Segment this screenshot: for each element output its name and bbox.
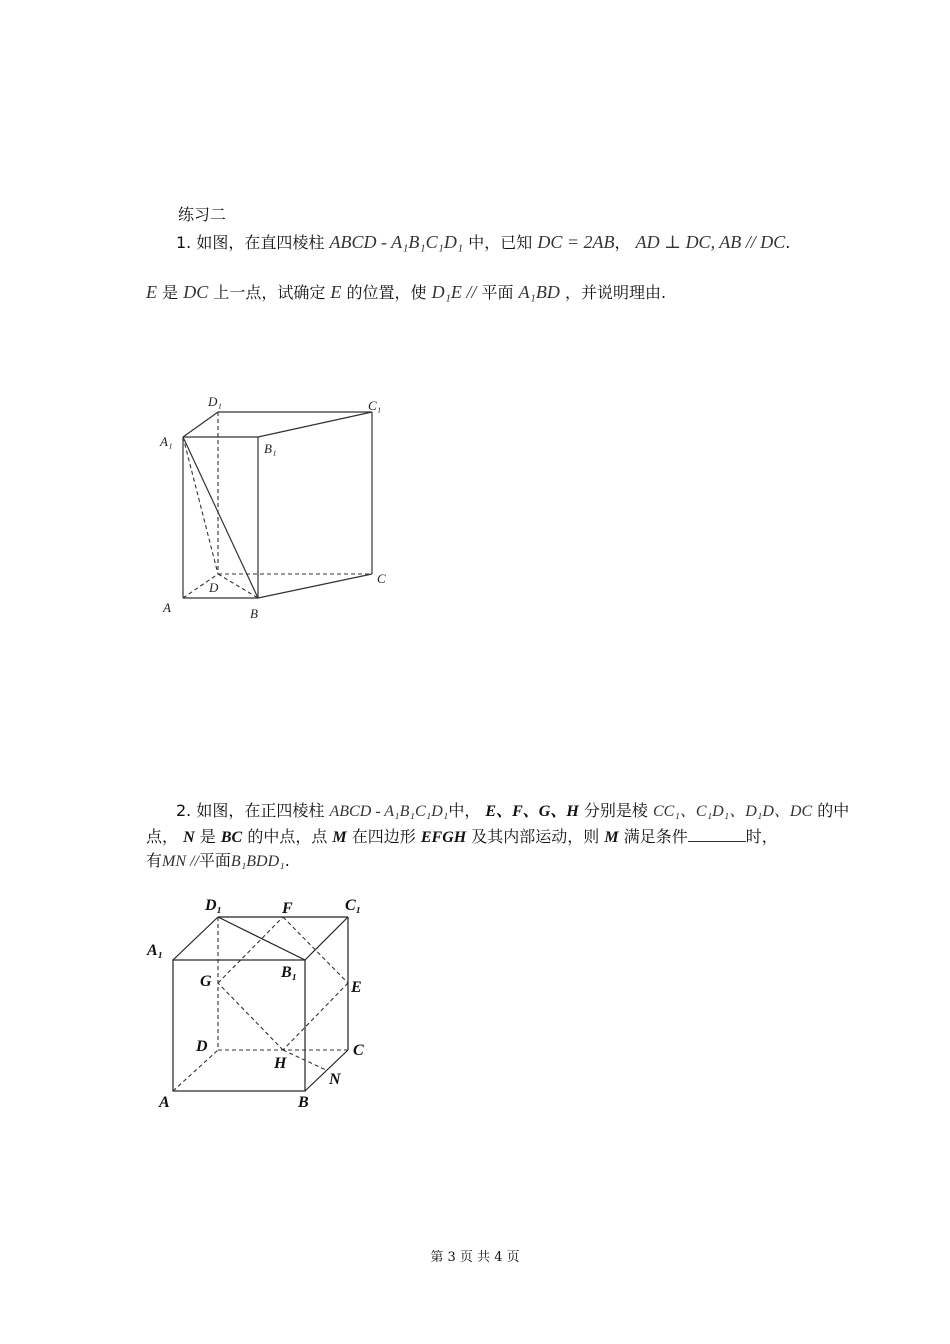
question-2-line-2 xyxy=(146,824,778,847)
q1-text: 平面 xyxy=(481,283,514,302)
q1-number: 1. xyxy=(176,233,192,252)
segment-eh xyxy=(283,983,348,1050)
segment-d1b1 xyxy=(218,917,305,960)
q1-var-dc: DC xyxy=(183,282,209,302)
section-title: 练习二 xyxy=(178,205,227,224)
q2-end: . xyxy=(284,851,290,870)
q2-var-m: M xyxy=(332,829,347,846)
q1-d1e: D₁E // xyxy=(431,282,477,302)
fig1-label-a: A xyxy=(163,600,171,615)
segment-gf xyxy=(218,917,283,983)
question-1-line-2 xyxy=(146,280,666,303)
edge-b1c1 xyxy=(258,412,372,437)
q2-text: 分别是棱 xyxy=(583,801,648,820)
q2-prism: ABCD - A₁B₁C₁D₁ xyxy=(329,803,449,820)
q2-edges: CC₁、C₁D₁、D₁D、DC xyxy=(652,803,813,820)
figure-2-prism xyxy=(140,888,380,1118)
q2-text: 如图，在正四棱柱 xyxy=(196,801,325,820)
hidden-edge-ad xyxy=(173,1050,218,1091)
q2-var-efgh: EFGH xyxy=(420,829,467,846)
q2-text: 在四边形 xyxy=(351,827,416,846)
q2-var-m: M xyxy=(604,829,619,846)
edge-bc xyxy=(305,1050,348,1091)
q1-dot: . xyxy=(785,233,791,252)
q1-condition: DC = 2AB xyxy=(537,232,615,252)
q2-var-n: N xyxy=(183,829,195,846)
fig2-label-e: E xyxy=(351,979,362,996)
q1-prism: ABCD - A₁B₁C₁D₁ xyxy=(329,232,464,252)
fig2-label-a: A xyxy=(159,1094,170,1111)
fig2-label-d1: D₁ xyxy=(205,897,223,914)
answer-blank[interactable] xyxy=(688,829,746,842)
q2-mn: MN // xyxy=(162,853,199,870)
q2-text: 点， xyxy=(146,827,179,846)
fig1-label-c1: C₁ xyxy=(368,398,382,413)
q1-text: 上一点，试确定 xyxy=(213,283,326,302)
page-footer: 第 3 页 共 4 页 xyxy=(430,1250,520,1265)
question-1-line-1 xyxy=(176,230,790,253)
hidden-segment-a1d xyxy=(183,437,218,574)
fig2-label-n: N xyxy=(329,1071,341,1088)
fig2-label-d: D xyxy=(196,1038,208,1055)
q1-var-e: E xyxy=(146,282,157,302)
q2-text: 的中点，点 xyxy=(247,827,328,846)
q1-condition: AD ⊥ DC, AB // DC xyxy=(635,232,786,252)
fig2-label-h: H xyxy=(274,1055,287,1072)
q2-var-bc: BC xyxy=(220,829,243,846)
fig2-label-f: F xyxy=(282,900,293,917)
segment-hg xyxy=(218,983,283,1050)
q1-text: 如图，在直四棱柱 xyxy=(196,233,325,252)
q2-text: 平面 xyxy=(198,851,231,870)
edge-a1d1 xyxy=(183,412,218,437)
fig2-label-g: G xyxy=(200,973,212,990)
q2-text: 中， xyxy=(448,801,481,820)
q2-text: 的中 xyxy=(817,801,850,820)
q2-number: 2. xyxy=(176,801,192,820)
q1-text: 是 xyxy=(162,283,179,302)
question-2-line-3 xyxy=(146,848,290,871)
q2-text: 及其内部运动，则 xyxy=(471,827,600,846)
fig2-label-a1: A₁ xyxy=(147,942,164,959)
q2-text: 满足条件 xyxy=(623,827,688,846)
fig1-label-d: D xyxy=(209,580,219,595)
fig2-label-c: C xyxy=(353,1042,364,1059)
q1-separator: ， xyxy=(614,233,631,252)
q1-text: 中，已知 xyxy=(468,233,533,252)
q2-plane: B₁BDD₁ xyxy=(230,853,285,870)
edge-bc xyxy=(258,574,372,598)
q1-text: 的位置，使 xyxy=(346,283,427,302)
q2-text: 是 xyxy=(199,827,216,846)
edge-a1d1 xyxy=(173,917,218,960)
fig1-label-c: C xyxy=(377,571,386,586)
q1-plane: A₁BD xyxy=(518,282,560,302)
fig1-label-b1: B₁ xyxy=(264,441,277,456)
fig2-label-b: B xyxy=(298,1094,309,1111)
fig1-label-d1: D₁ xyxy=(208,394,222,409)
fig1-label-a1: A₁ xyxy=(160,434,173,449)
q1-text: ，并说明理由. xyxy=(564,283,667,302)
fig2-label-b1: B₁ xyxy=(281,964,298,981)
figure-1-prism xyxy=(150,390,400,630)
fig2-label-c1: C₁ xyxy=(345,897,362,914)
q1-var-e: E xyxy=(330,282,342,302)
question-2-line-1 xyxy=(176,798,849,821)
q2-text: 有 xyxy=(146,851,163,870)
fig1-label-b: B xyxy=(250,606,258,621)
edge-b1c1 xyxy=(305,917,348,960)
q2-points: E、F、G、H xyxy=(485,803,579,820)
q2-text: 时， xyxy=(745,827,778,846)
